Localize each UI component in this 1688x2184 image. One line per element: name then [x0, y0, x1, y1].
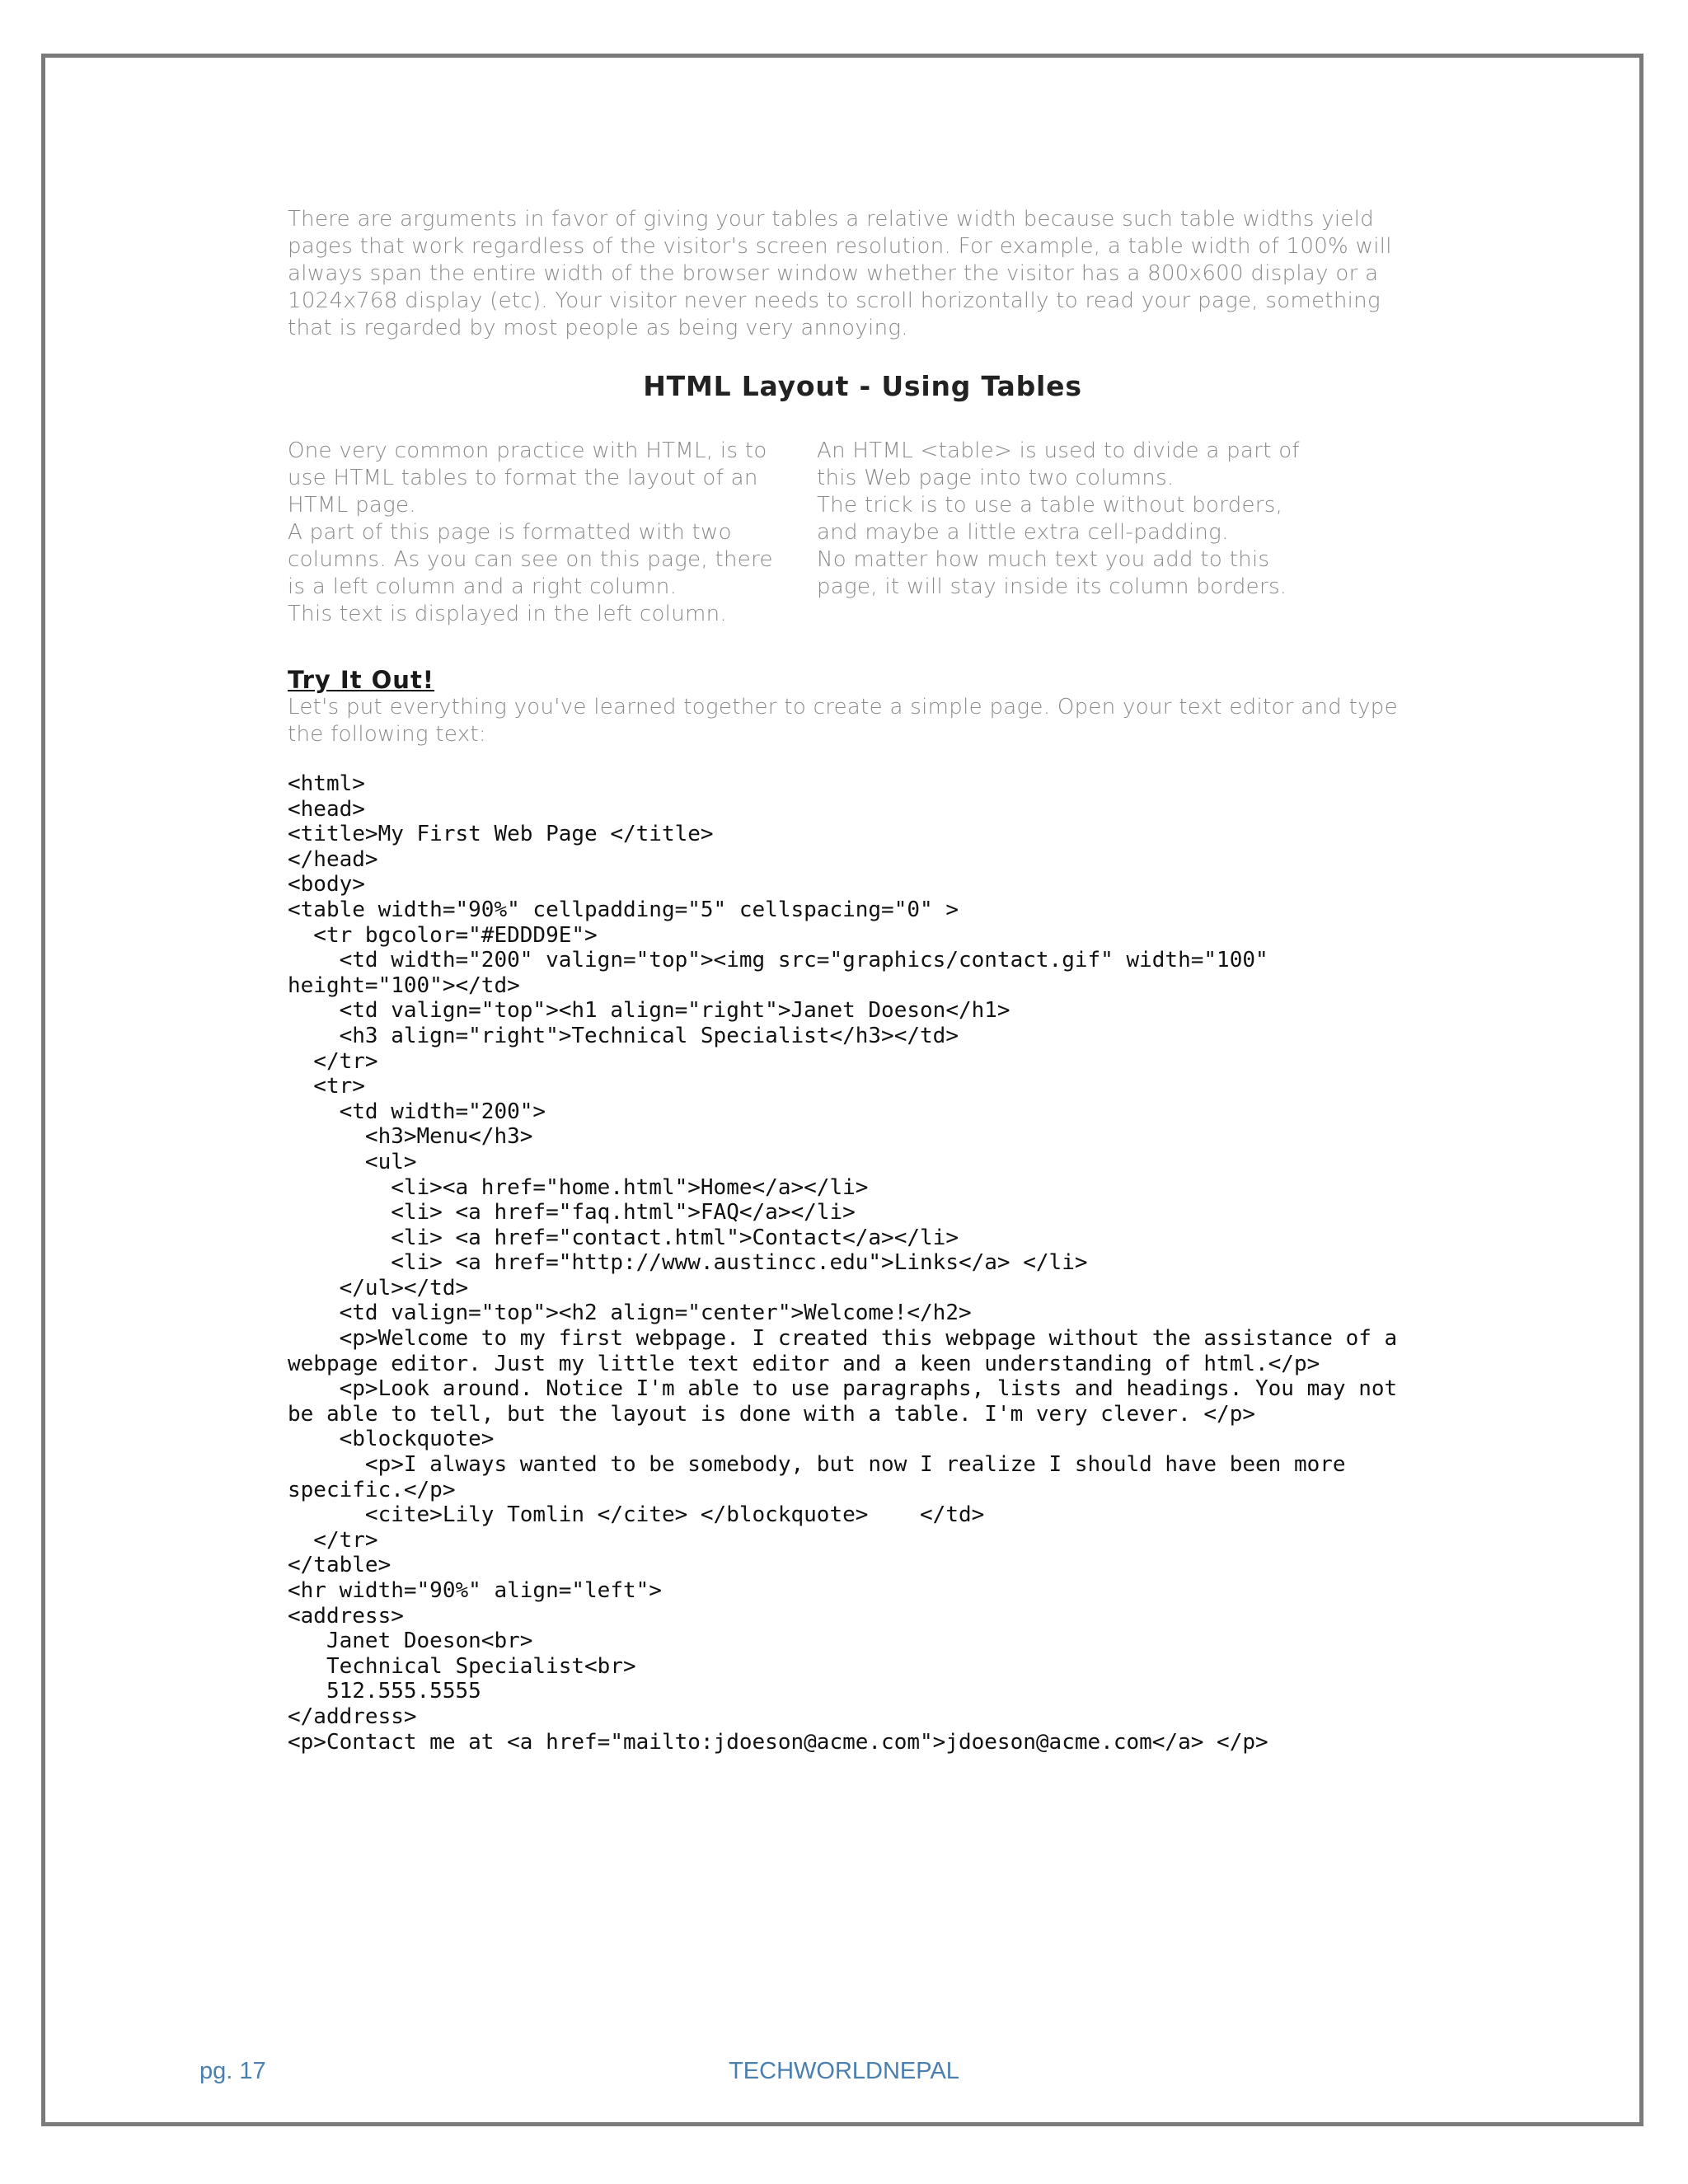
intro-paragraph: There are arguments in favor of giving your tables a relative width because such table widths yield pages that work regardless of the visitor's screen resolution. For example, a table width of 100% will always span the entire width of the browser window whether the visitor has a 800x600 display or a 1024x768 display (etc). Your visitor never needs to scroll horizontally to read your page, something that is regarded by most people as being very annoying.	[288, 207, 1392, 340]
try-it-out-heading: Try It Out!	[288, 666, 435, 694]
section-title: HTML Layout - Using Tables	[643, 370, 1082, 402]
right-column-text: An HTML <table> is used to divide a part of this Web page into two columns. The trick is to use a table without borders, and maybe a little extra cell-padding. No matter how much text you add to this page, it will stay inside its column borders.	[817, 438, 1300, 599]
footer-page-number: pg. 17	[199, 2058, 266, 2084]
try-it-out-text: Let's put everything you've learned together to create a simple page. Open your text editor and type the following text:	[288, 695, 1398, 747]
page-content	[288, 206, 1437, 1755]
code-block: <html> <head> <title>My First Web Page </title> </head> <body> <table width="90%" cellpadding="5" cellspacing="0" > <tr bgcolor="#EDDD9E"> <td width="200" valign="top"><img src="graphics/contact.gif" width="100" height="100"></td> <td valign="top"><h1 align="right">Janet Doeson</h1> <h3 align="right">Technical Specialist</h3></td> </tr> <tr> <td width="200"> <h3>Menu</h3> <ul> <li><a href="home.html">Home</a></li> <li> <a href="faq.html">FAQ</a></li> <li> <a href="contact.html">Contact</a></li> <li> <a href="http://www.austincc.edu">Links</a> </li> </ul></td> <td valign="top"><h2 align="center">Welcome!</h2> <p>Welcome to my first webpage. I created this webpage without the assistance of a webpage editor. Just my little text editor and a keen understanding of html.</p> <p>Look around. Notice I'm able to use paragraphs, lists and headings. You may not be able to tell, but the layout is done with a table. I'm very clever. </p> <blockquote> <p>I always wanted to be somebody, but now I realize I should have been more specific.</p> <cite>Lily Tomlin </cite> </blockquote> </td> </tr> </table> <hr width="90%" align="left"> <address> Janet Doeson<br> Technical Specialist<br> 512.555.5555 </address> <p>Contact me at <a href="mailto:jdoeson@acme.com">jdoeson@acme.com</a> </p>	[288, 771, 1398, 1755]
two-column-layout	[288, 438, 1437, 628]
left-column-text: One very common practice with HTML, is to use HTML tables to format the layout of an HTML page. A part of this page is formatted with two columns. As you can see on this page, there is a left column and a right column. This text is displayed in the left column.	[288, 438, 773, 626]
footer-brand: TECHWORLDNEPAL	[729, 2058, 959, 2084]
